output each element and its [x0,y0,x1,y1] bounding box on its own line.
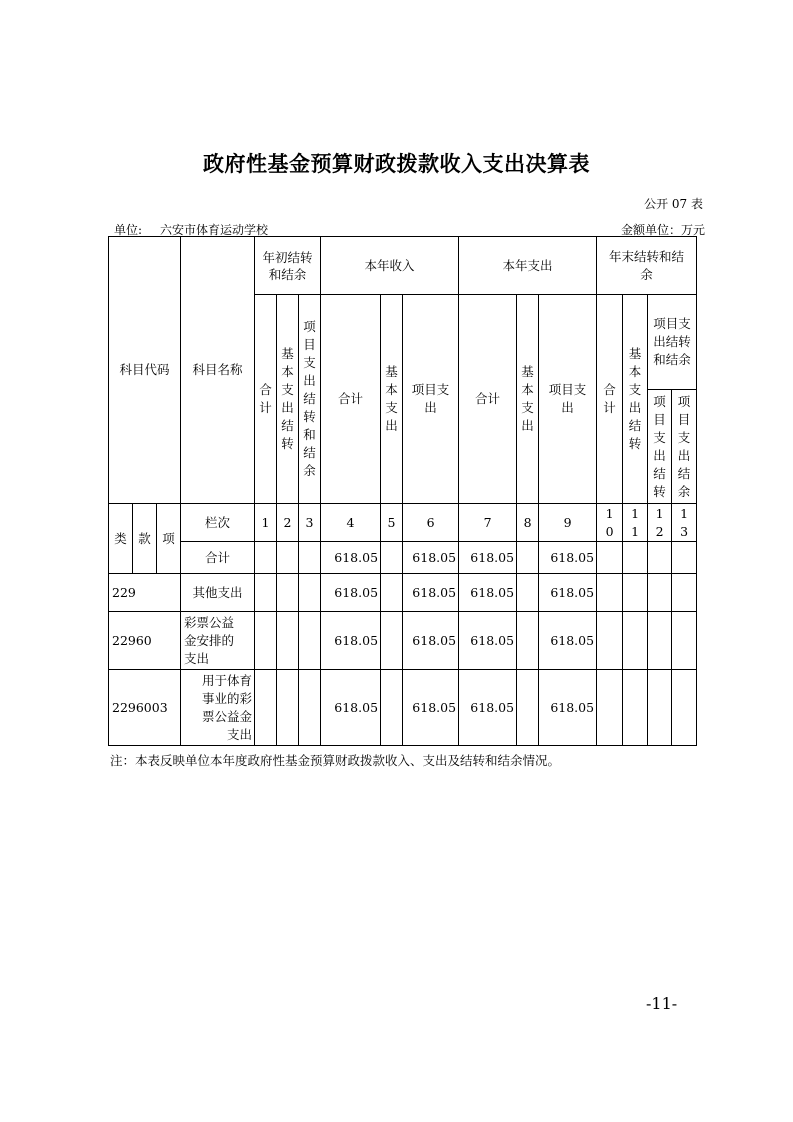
col-no-10-text: 10 [605,505,614,539]
table-row [109,670,697,746]
row-c4: 618.05 [321,612,381,670]
col-no-2: 2 [277,504,299,542]
cell-empty [517,670,539,746]
col-no-12-text: 12 [655,505,664,539]
header-income-total: 合计 [321,295,381,504]
cell-empty [255,670,277,746]
row-c7: 618.05 [459,574,517,612]
header-income-project [403,295,459,504]
cell-empty [648,542,672,574]
header-begin-project-text: 项目支出结转和结余 [303,319,316,478]
header-end-project [648,295,697,390]
header-end-balance-text: 年末结转和结余 [609,248,685,282]
cell-empty [623,612,648,670]
header-end-proj-carry-text: 项目支出结转 [653,393,666,499]
cell-empty [648,574,672,612]
header-begin-project [299,295,321,504]
cell-empty [517,574,539,612]
row-c6: 618.05 [403,670,459,746]
col-no-12 [648,504,672,542]
cell-empty [381,612,403,670]
total-c7: 618.05 [459,542,517,574]
header-end-proj-surplus [672,390,697,504]
row-c9: 618.05 [539,612,597,670]
row-c4: 618.05 [321,670,381,746]
cell-empty [623,574,648,612]
col-no-6: 6 [403,504,459,542]
row-c4: 618.05 [321,574,381,612]
table-row-total [109,542,697,574]
cell-empty [597,612,623,670]
header-name: 科目名称 [181,237,255,504]
header-begin-total-text: 合计 [259,382,272,415]
col-no-13 [672,504,697,542]
row-c7: 618.05 [459,612,517,670]
header-end-total [597,295,623,504]
header-begin-balance [255,237,321,295]
header-income: 本年收入 [321,237,459,295]
form-number: 公开 07 表 [644,197,703,211]
cell-empty [255,542,277,574]
cell-empty [277,574,299,612]
page-number: -11- [646,994,678,1013]
row-name [181,612,255,670]
cell-empty [381,542,403,574]
header-end-balance [597,237,697,295]
header-income-project-text: 项目支出 [411,382,450,415]
row-code: 22960 [109,612,181,670]
total-c6: 618.05 [403,542,459,574]
col-no-4: 4 [321,504,381,542]
cell-empty [672,670,697,746]
cell-empty [648,670,672,746]
page-title: 政府性基金预算财政拨款收入支出决算表 [203,152,590,176]
col-no-10 [597,504,623,542]
total-c4: 618.05 [321,542,381,574]
header-end-proj-carry [648,390,672,504]
row-name-text: 用于体育事业的彩票公益金支出 [202,672,253,742]
table-row [109,574,697,612]
row-name [181,670,255,746]
cell-empty [517,612,539,670]
header-income-basic [381,295,403,504]
cell-empty [277,542,299,574]
cell-empty [672,612,697,670]
col-no-11-text: 11 [631,505,640,539]
header-expense-total: 合计 [459,295,517,504]
row-name: 其他支出 [181,574,255,612]
header-begin-total [255,295,277,504]
row-code: 2296003 [109,670,181,746]
col-no-9: 9 [539,504,597,542]
header-lei: 类 [109,504,133,574]
col-no-11 [623,504,648,542]
col-no-13-text: 13 [680,505,689,539]
cell-empty [299,670,321,746]
header-begin-basic [277,295,299,504]
cell-empty [517,542,539,574]
header-expense-basic-text: 基本支出 [521,364,534,433]
cell-empty [255,574,277,612]
row-code: 229 [109,574,181,612]
cell-empty [597,670,623,746]
row-name-text: 彩票公益金安排的支出 [184,614,235,666]
cell-empty [597,574,623,612]
unit-value: 六安市体育运动学校 [160,223,269,237]
cell-empty [299,542,321,574]
table-row [109,612,697,670]
header-expense-project-text: 项目支出 [548,382,587,415]
col-no-7: 7 [459,504,517,542]
unit-label: 单位: [114,223,143,237]
cell-empty [381,670,403,746]
table-note: 注：本表反映单位本年度政府性基金预算财政拨款收入、支出及结转和结余情况。 [110,753,561,768]
budget-table [108,236,697,746]
row-c6: 618.05 [403,574,459,612]
total-label: 合计 [181,542,255,574]
cell-empty [277,670,299,746]
header-begin-basic-text: 基本支出结转 [281,346,294,451]
cell-empty [648,612,672,670]
header-end-total-text: 合计 [603,382,616,415]
header-kuan: 款 [133,504,157,574]
header-end-basic-text: 基本支出结转 [628,346,642,451]
amount-unit: 金额单位：万元 [620,223,705,237]
cell-empty [299,612,321,670]
header-begin-balance-text: 年初结转和结余 [262,249,313,282]
col-no-3: 3 [299,504,321,542]
row-c6: 618.05 [403,612,459,670]
header-xiang: 项 [157,504,181,574]
header-end-basic [623,295,648,504]
cell-empty [299,574,321,612]
row-c9: 618.05 [539,670,597,746]
cell-empty [623,542,648,574]
total-c9: 618.05 [539,542,597,574]
header-expense-project [539,295,597,504]
cell-empty [597,542,623,574]
row-c9: 618.05 [539,574,597,612]
col-no-1: 1 [255,504,277,542]
row-c7: 618.05 [459,670,517,746]
header-end-proj-surplus-text: 项目支出结余 [677,393,691,499]
header-expense-basic [517,295,539,504]
col-no-5: 5 [381,504,403,542]
cell-empty [277,612,299,670]
cell-empty [255,612,277,670]
cell-empty [381,574,403,612]
cell-empty [672,574,697,612]
column-no-label: 栏次 [181,504,255,542]
col-no-8: 8 [517,504,539,542]
header-code: 科目代码 [109,237,181,504]
header-income-basic-text: 基本支出 [385,364,398,433]
header-end-project-text: 项目支出结转和结余 [653,316,691,367]
cell-empty [672,542,697,574]
cell-empty [623,670,648,746]
header-expense: 本年支出 [459,237,597,295]
